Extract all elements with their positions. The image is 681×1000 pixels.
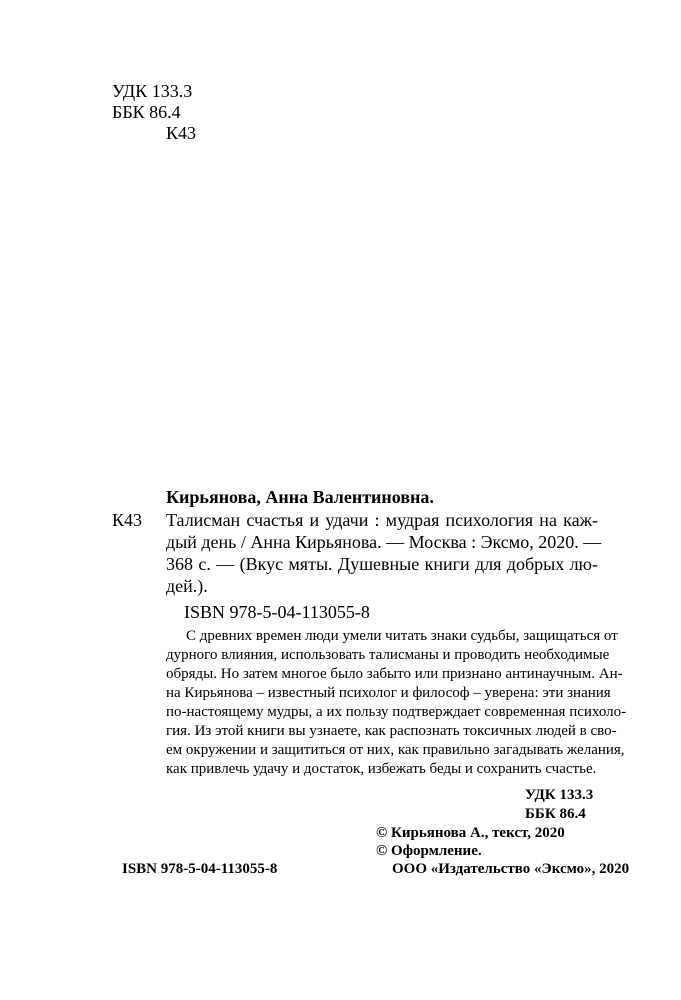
annotation-line: ем окружении и защититься от них, как правильно загадывать желания,: [166, 742, 625, 758]
annotation-line: гия. Из этой книги вы узнаете, как распознать токсичных людей в сво-: [166, 723, 617, 739]
copyright-line: ООО «Издательство «Эксмо», 2020: [392, 861, 630, 877]
annotation-line: по-настоящему мудры, а их пользу подтверждает современная психоло-: [166, 704, 627, 720]
udk-code: УДК 133.3: [112, 81, 193, 101]
record-author-sign: К43: [112, 510, 143, 530]
annotation-line: на Кирьянова – известный психолог и философ – уверена: эти знания: [166, 685, 611, 701]
record-author: Кирьянова, Анна Валентиновна.: [166, 487, 434, 507]
annotation-line: С древних времен люди умели читать знаки судьбы, защищаться от: [186, 628, 618, 644]
description-line: 368 с. — (Вкус мяты. Душевные книги для добрых лю-: [166, 554, 598, 574]
footer-isbn: ISBN 978-5-04-113055-8: [122, 861, 278, 877]
annotation-line: дурного влияния, использовать талисманы и проводить необходимые: [166, 647, 610, 663]
record-isbn: ISBN 978-5-04-113055-8: [184, 602, 370, 622]
bbk-code: ББК 86.4: [112, 102, 181, 122]
author-sign: К43: [166, 123, 197, 143]
description-line: Талисман счастья и удачи : мудрая психология на каж-: [166, 510, 598, 530]
annotation-bbk: ББК 86.4: [525, 806, 586, 822]
copyright-line: © Оформление.: [376, 843, 482, 859]
description-line: дый день / Анна Кирьянова. — Москва : Эксмо, 2020. —: [166, 532, 602, 552]
annotation-line: обряды. Но затем многое было забыто или признано антинаучным. Ан-: [166, 666, 623, 682]
description-line: дей.).: [166, 576, 208, 596]
annotation-udk: УДК 133.3: [525, 787, 594, 803]
annotation-line: как привлечь удачу и достаток, избежать беды и сохранить счастье.: [166, 761, 597, 777]
copyright-line: © Кирьянова А., текст, 2020: [376, 825, 565, 841]
